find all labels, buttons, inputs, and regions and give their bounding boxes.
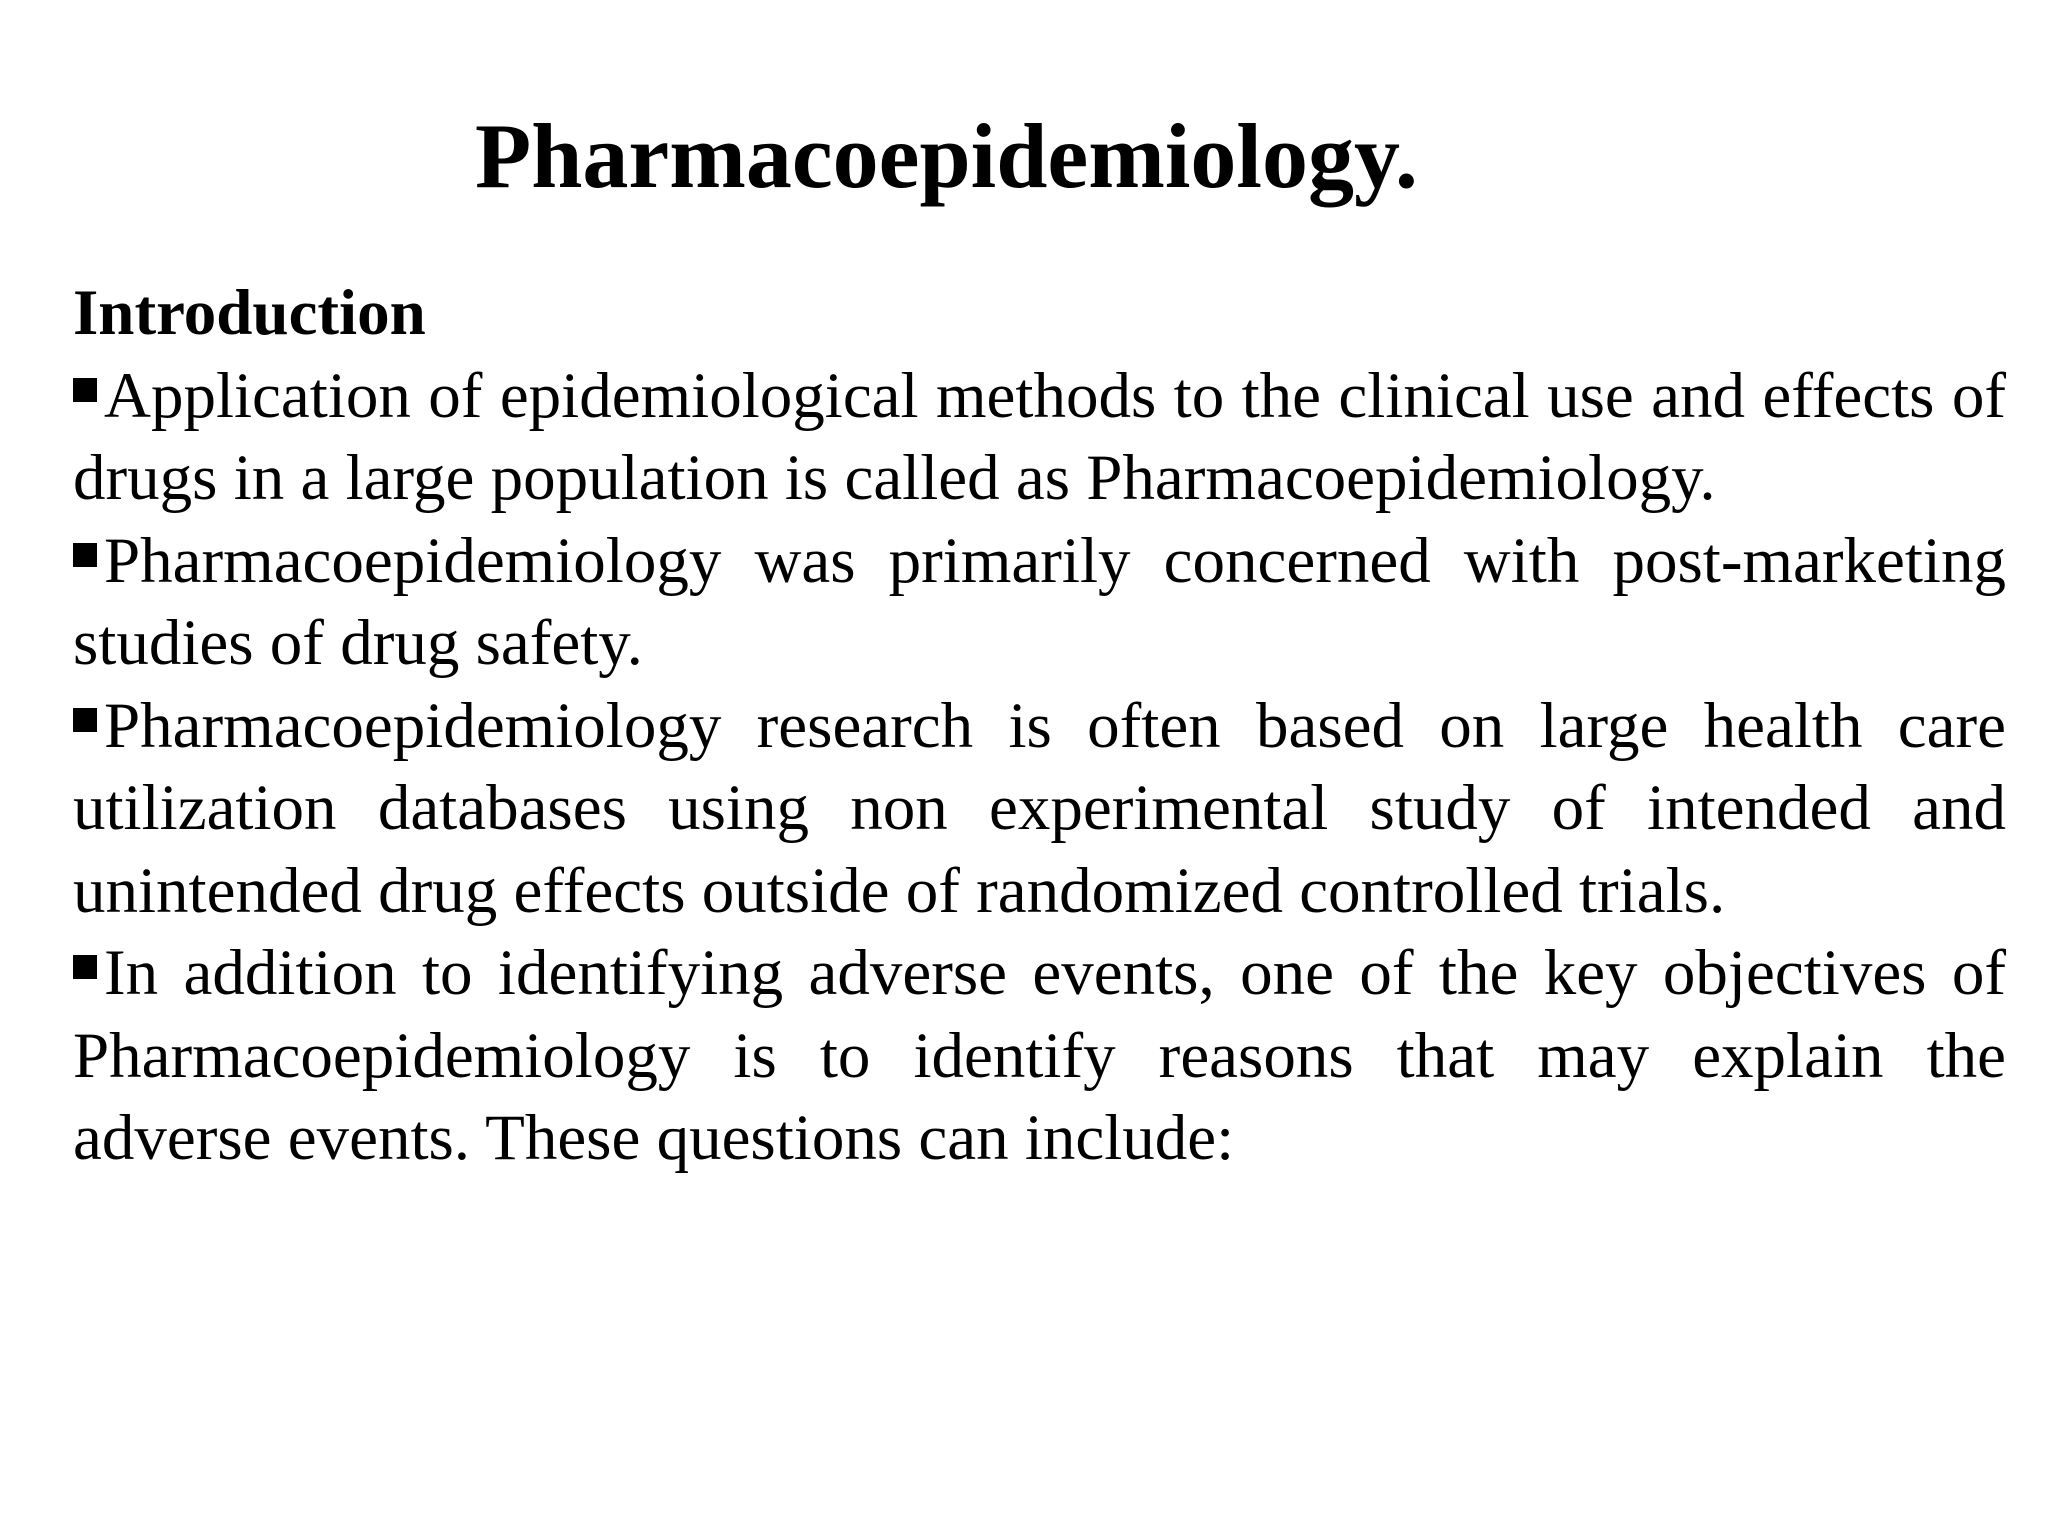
- bullet-item: [73, 520, 2006, 685]
- slide-title: Pharmacoepidemiology.: [475, 105, 1418, 207]
- bullet-list: [73, 355, 2006, 1180]
- bullet-text: Pharmacoepidemiology research is often based on large health care utilization databases using non experimental study of intended and unintended drug effects outside of randomized controlled trials.: [73, 689, 2006, 927]
- bullet-text: Application of epidemiological methods to the clinical use and effects of drugs in a large population is called as Pharmacoepidemiology.: [73, 359, 2006, 514]
- square-bullet-icon: [73, 543, 97, 567]
- square-bullet-icon: [73, 708, 97, 732]
- bullet-item: [73, 932, 2006, 1180]
- bullet-text: In addition to identifying adverse events, one of the key objectives of Pharmacoepidemiology is to identify reasons that may explain the adverse events. These questions can include:: [73, 937, 2006, 1174]
- bullet-item: [73, 355, 2006, 520]
- square-bullet-icon: [73, 378, 97, 402]
- section-heading: Introduction: [73, 277, 426, 349]
- bullet-item: [73, 685, 2006, 933]
- bullet-text: Pharmacoepidemiology was primarily concerned with post-marketing studies of drug safety.: [73, 524, 2006, 679]
- square-bullet-icon: [73, 955, 97, 979]
- slide-body: [73, 272, 2006, 1180]
